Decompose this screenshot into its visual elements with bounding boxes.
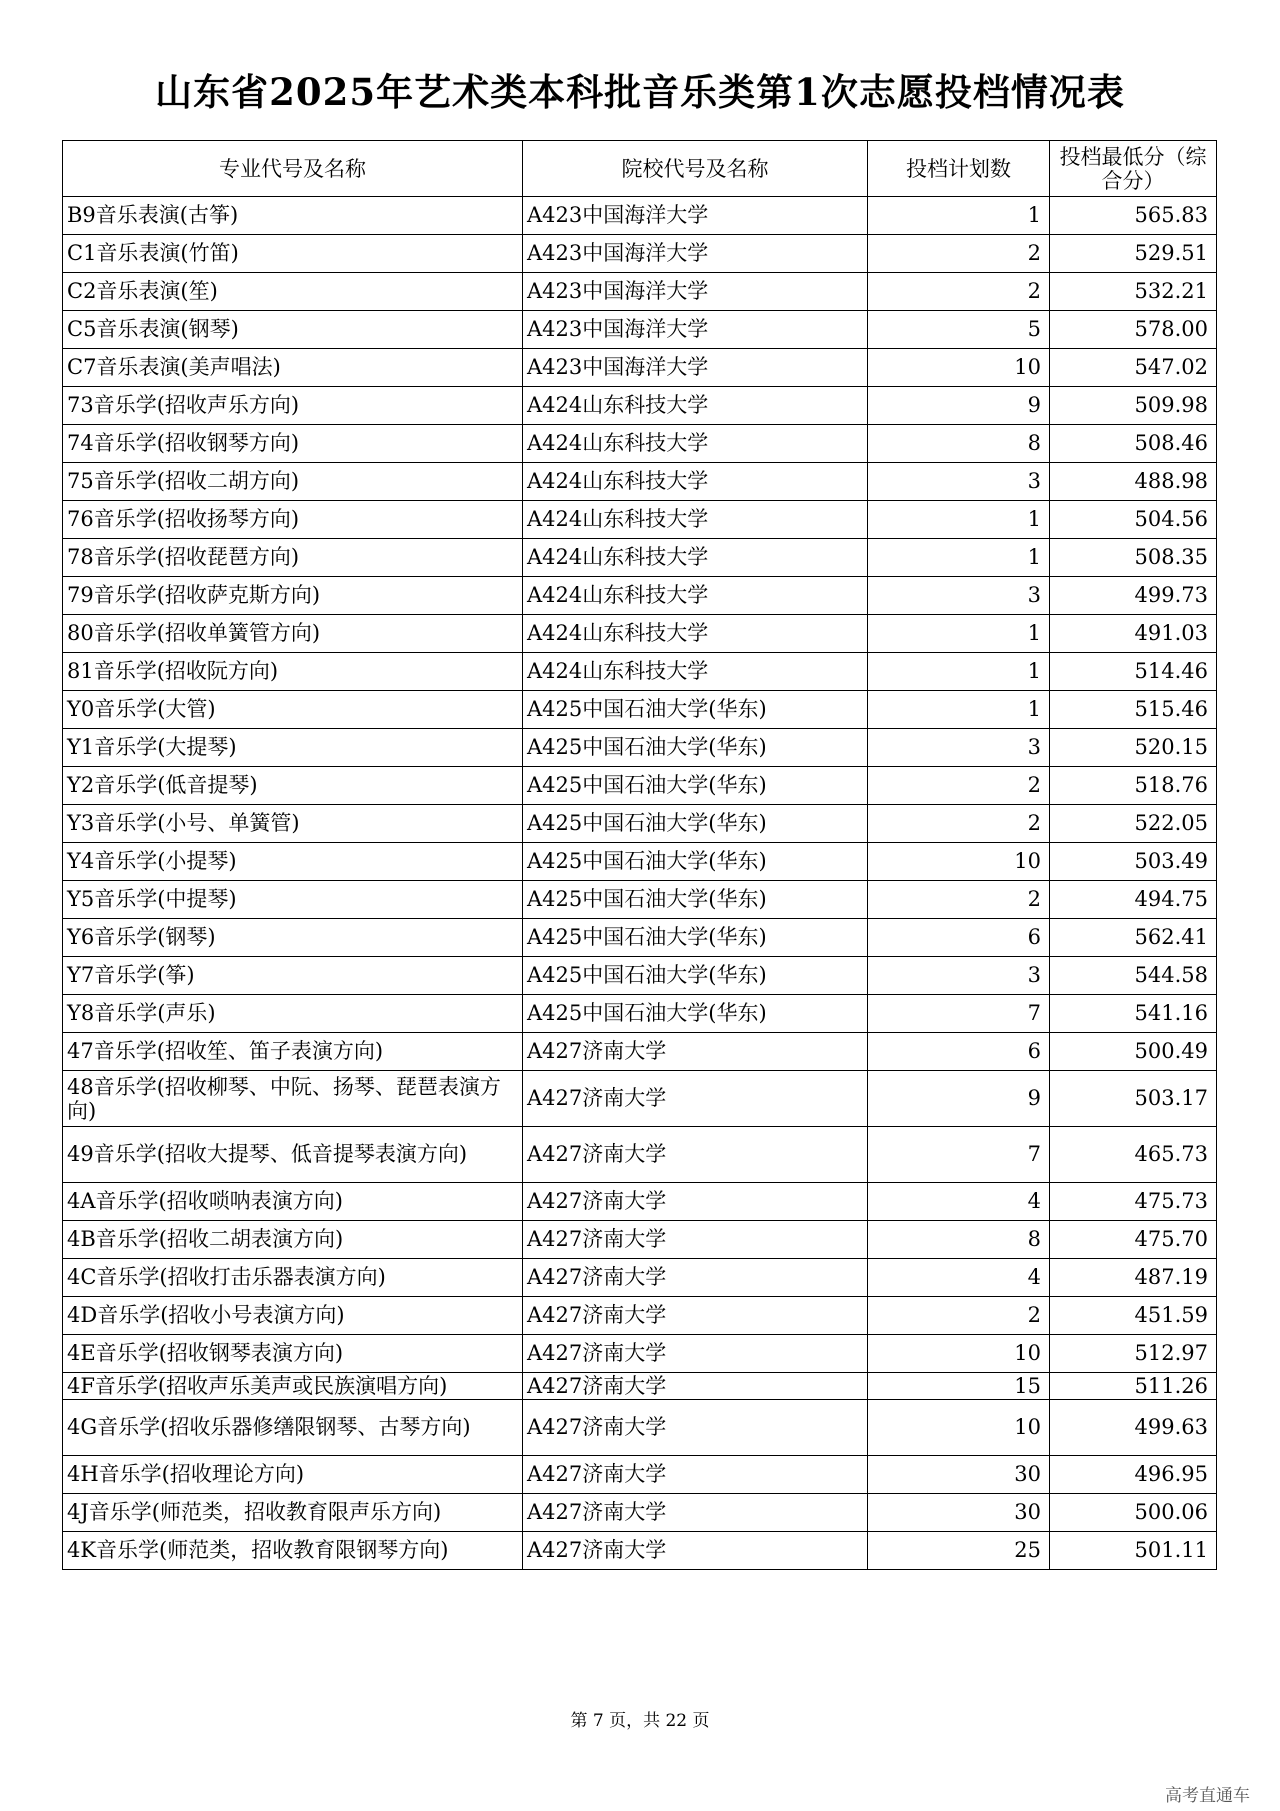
score-cell: 488.98 (1050, 463, 1217, 501)
table-row (63, 1532, 1217, 1570)
major-cell: 4A音乐学(招收唢呐表演方向) (63, 1183, 523, 1221)
plan-cell: 30 (868, 1456, 1050, 1494)
major-cell: 4C音乐学(招收打击乐器表演方向) (63, 1259, 523, 1297)
score-cell: 496.95 (1050, 1456, 1217, 1494)
score-cell: 509.98 (1050, 387, 1217, 425)
school-cell: A427济南大学 (523, 1127, 868, 1183)
score-cell: 562.41 (1050, 919, 1217, 957)
plan-cell: 2 (868, 273, 1050, 311)
score-cell: 518.76 (1050, 767, 1217, 805)
plan-cell: 2 (868, 767, 1050, 805)
major-cell: 80音乐学(招收单簧管方向) (63, 615, 523, 653)
score-cell: 465.73 (1050, 1127, 1217, 1183)
major-cell: Y5音乐学(中提琴) (63, 881, 523, 919)
school-cell: A427济南大学 (523, 1071, 868, 1127)
school-cell: A427济南大学 (523, 1400, 868, 1456)
major-cell: Y6音乐学(钢琴) (63, 919, 523, 957)
score-cell: 503.49 (1050, 843, 1217, 881)
score-cell: 499.73 (1050, 577, 1217, 615)
major-cell: 4G音乐学(招收乐器修缮限钢琴、古琴方向) (63, 1400, 523, 1456)
plan-cell: 30 (868, 1494, 1050, 1532)
school-cell: A427济南大学 (523, 1335, 868, 1373)
score-cell: 508.35 (1050, 539, 1217, 577)
score-cell: 565.83 (1050, 197, 1217, 235)
plan-cell: 10 (868, 843, 1050, 881)
school-cell: A427济南大学 (523, 1297, 868, 1335)
school-cell: A427济南大学 (523, 1183, 868, 1221)
school-cell: A424山东科技大学 (523, 653, 868, 691)
table-row (63, 1373, 1217, 1400)
major-cell: Y1音乐学(大提琴) (63, 729, 523, 767)
major-cell: 79音乐学(招收萨克斯方向) (63, 577, 523, 615)
table-row (63, 1456, 1217, 1494)
table-row (63, 1033, 1217, 1071)
table-row (63, 691, 1217, 729)
school-cell: A427济南大学 (523, 1221, 868, 1259)
plan-cell: 2 (868, 235, 1050, 273)
major-cell: 81音乐学(招收阮方向) (63, 653, 523, 691)
school-cell: A427济南大学 (523, 1373, 868, 1400)
school-cell: A425中国石油大学(华东) (523, 843, 868, 881)
score-cell: 501.11 (1050, 1532, 1217, 1570)
school-cell: A425中国石油大学(华东) (523, 805, 868, 843)
score-cell: 547.02 (1050, 349, 1217, 387)
header-major: 专业代号及名称 (63, 141, 523, 197)
school-cell: A424山东科技大学 (523, 387, 868, 425)
major-cell: Y3音乐学(小号、单簧管) (63, 805, 523, 843)
table-row (63, 501, 1217, 539)
plan-cell: 8 (868, 425, 1050, 463)
table-row (63, 881, 1217, 919)
page-title: 山东省2025年艺术类本科批音乐类第1次志愿投档情况表 (155, 70, 1125, 114)
table-row (63, 1494, 1217, 1532)
plan-cell: 3 (868, 729, 1050, 767)
table-body (63, 197, 1217, 1570)
score-cell: 541.16 (1050, 995, 1217, 1033)
school-cell: A423中国海洋大学 (523, 197, 868, 235)
major-cell: 4J音乐学(师范类，招收教育限声乐方向) (63, 1494, 523, 1532)
school-cell: A424山东科技大学 (523, 501, 868, 539)
score-cell: 515.46 (1050, 691, 1217, 729)
score-cell: 494.75 (1050, 881, 1217, 919)
plan-cell: 3 (868, 463, 1050, 501)
page-footer: 第 7 页，共 22 页 (570, 1711, 710, 1731)
plan-cell: 3 (868, 957, 1050, 995)
table-row (63, 539, 1217, 577)
major-cell: C1音乐表演(竹笛) (63, 235, 523, 273)
major-cell: 4F音乐学(招收声乐美声或民族演唱方向) (63, 1373, 523, 1400)
table-row (63, 425, 1217, 463)
plan-cell: 2 (868, 805, 1050, 843)
score-cell: 475.70 (1050, 1221, 1217, 1259)
plan-cell: 1 (868, 653, 1050, 691)
table-row (63, 311, 1217, 349)
plan-cell: 6 (868, 1033, 1050, 1071)
school-cell: A425中国石油大学(华东) (523, 881, 868, 919)
table-row (63, 843, 1217, 881)
score-cell: 512.97 (1050, 1335, 1217, 1373)
major-cell: B9音乐表演(古筝) (63, 197, 523, 235)
header-score: 投档最低分（综合分） (1050, 141, 1217, 197)
major-cell: 78音乐学(招收琵琶方向) (63, 539, 523, 577)
plan-cell: 1 (868, 691, 1050, 729)
header-school: 院校代号及名称 (523, 141, 868, 197)
score-cell: 522.05 (1050, 805, 1217, 843)
plan-cell: 6 (868, 919, 1050, 957)
table-row (63, 767, 1217, 805)
school-cell: A425中国石油大学(华东) (523, 767, 868, 805)
major-cell: Y8音乐学(声乐) (63, 995, 523, 1033)
plan-cell: 5 (868, 311, 1050, 349)
school-cell: A424山东科技大学 (523, 539, 868, 577)
table-row (63, 653, 1217, 691)
plan-cell: 2 (868, 881, 1050, 919)
plan-cell: 1 (868, 539, 1050, 577)
table-row (63, 387, 1217, 425)
major-cell: 4B音乐学(招收二胡表演方向) (63, 1221, 523, 1259)
plan-cell: 4 (868, 1183, 1050, 1221)
school-cell: A425中国石油大学(华东) (523, 919, 868, 957)
plan-cell: 7 (868, 995, 1050, 1033)
major-cell: C7音乐表演(美声唱法) (63, 349, 523, 387)
table-row (63, 197, 1217, 235)
score-cell: 475.73 (1050, 1183, 1217, 1221)
table-row (63, 1259, 1217, 1297)
score-cell: 508.46 (1050, 425, 1217, 463)
school-cell: A425中国石油大学(华东) (523, 957, 868, 995)
plan-cell: 10 (868, 349, 1050, 387)
table-row (63, 463, 1217, 501)
major-cell: Y0音乐学(大管) (63, 691, 523, 729)
score-cell: 529.51 (1050, 235, 1217, 273)
major-cell: 73音乐学(招收声乐方向) (63, 387, 523, 425)
plan-cell: 2 (868, 1297, 1050, 1335)
major-cell: 76音乐学(招收扬琴方向) (63, 501, 523, 539)
major-cell: 4H音乐学(招收理论方向) (63, 1456, 523, 1494)
major-cell: 75音乐学(招收二胡方向) (63, 463, 523, 501)
table-row (63, 1400, 1217, 1456)
major-cell: 74音乐学(招收钢琴方向) (63, 425, 523, 463)
table-row (63, 805, 1217, 843)
score-cell: 520.15 (1050, 729, 1217, 767)
score-cell: 451.59 (1050, 1297, 1217, 1335)
table-row (63, 1297, 1217, 1335)
major-cell: 47音乐学(招收笙、笛子表演方向) (63, 1033, 523, 1071)
major-cell: Y4音乐学(小提琴) (63, 843, 523, 881)
table-row (63, 1221, 1217, 1259)
plan-cell: 25 (868, 1532, 1050, 1570)
table-row (63, 577, 1217, 615)
school-cell: A427济南大学 (523, 1259, 868, 1297)
school-cell: A427济南大学 (523, 1456, 868, 1494)
score-cell: 491.03 (1050, 615, 1217, 653)
table-row (63, 995, 1217, 1033)
table-row (63, 1183, 1217, 1221)
watermark: 高考直通车 (1165, 1786, 1250, 1806)
school-cell: A423中国海洋大学 (523, 273, 868, 311)
school-cell: A424山东科技大学 (523, 463, 868, 501)
table-row (63, 235, 1217, 273)
major-cell: C5音乐表演(钢琴) (63, 311, 523, 349)
score-cell: 500.49 (1050, 1033, 1217, 1071)
major-cell: C2音乐表演(笙) (63, 273, 523, 311)
plan-cell: 1 (868, 501, 1050, 539)
plan-cell: 1 (868, 615, 1050, 653)
table-row (63, 1335, 1217, 1373)
school-cell: A423中国海洋大学 (523, 235, 868, 273)
score-cell: 503.17 (1050, 1071, 1217, 1127)
score-cell: 504.56 (1050, 501, 1217, 539)
plan-cell: 10 (868, 1400, 1050, 1456)
table-row (63, 273, 1217, 311)
major-cell: 49音乐学(招收大提琴、低音提琴表演方向) (63, 1127, 523, 1183)
school-cell: A427济南大学 (523, 1494, 868, 1532)
plan-cell: 7 (868, 1127, 1050, 1183)
school-cell: A427济南大学 (523, 1532, 868, 1570)
score-cell: 499.63 (1050, 1400, 1217, 1456)
score-cell: 511.26 (1050, 1373, 1217, 1400)
major-cell: 4K音乐学(师范类，招收教育限钢琴方向) (63, 1532, 523, 1570)
table-row (63, 957, 1217, 995)
plan-cell: 9 (868, 1071, 1050, 1127)
school-cell: A424山东科技大学 (523, 425, 868, 463)
plan-cell: 3 (868, 577, 1050, 615)
major-cell: 48音乐学(招收柳琴、中阮、扬琴、琵琶表演方向) (63, 1071, 523, 1127)
score-cell: 487.19 (1050, 1259, 1217, 1297)
score-cell: 500.06 (1050, 1494, 1217, 1532)
table-row (63, 919, 1217, 957)
school-cell: A425中国石油大学(华东) (523, 691, 868, 729)
school-cell: A425中国石油大学(华东) (523, 995, 868, 1033)
major-cell: 4D音乐学(招收小号表演方向) (63, 1297, 523, 1335)
plan-cell: 8 (868, 1221, 1050, 1259)
plan-cell: 4 (868, 1259, 1050, 1297)
score-cell: 532.21 (1050, 273, 1217, 311)
school-cell: A423中国海洋大学 (523, 311, 868, 349)
school-cell: A424山东科技大学 (523, 615, 868, 653)
score-cell: 578.00 (1050, 311, 1217, 349)
admission-table (62, 140, 1217, 1570)
table-header-row (63, 141, 1217, 197)
score-cell: 514.46 (1050, 653, 1217, 691)
table-row (63, 1071, 1217, 1127)
score-cell: 544.58 (1050, 957, 1217, 995)
school-cell: A424山东科技大学 (523, 577, 868, 615)
plan-cell: 1 (868, 197, 1050, 235)
major-cell: Y2音乐学(低音提琴) (63, 767, 523, 805)
table-row (63, 1127, 1217, 1183)
table-row (63, 615, 1217, 653)
school-cell: A423中国海洋大学 (523, 349, 868, 387)
school-cell: A427济南大学 (523, 1033, 868, 1071)
table-row (63, 729, 1217, 767)
header-plan: 投档计划数 (868, 141, 1050, 197)
major-cell: Y7音乐学(筝) (63, 957, 523, 995)
plan-cell: 9 (868, 387, 1050, 425)
major-cell: 4E音乐学(招收钢琴表演方向) (63, 1335, 523, 1373)
plan-cell: 10 (868, 1335, 1050, 1373)
table-row (63, 349, 1217, 387)
plan-cell: 15 (868, 1373, 1050, 1400)
school-cell: A425中国石油大学(华东) (523, 729, 868, 767)
